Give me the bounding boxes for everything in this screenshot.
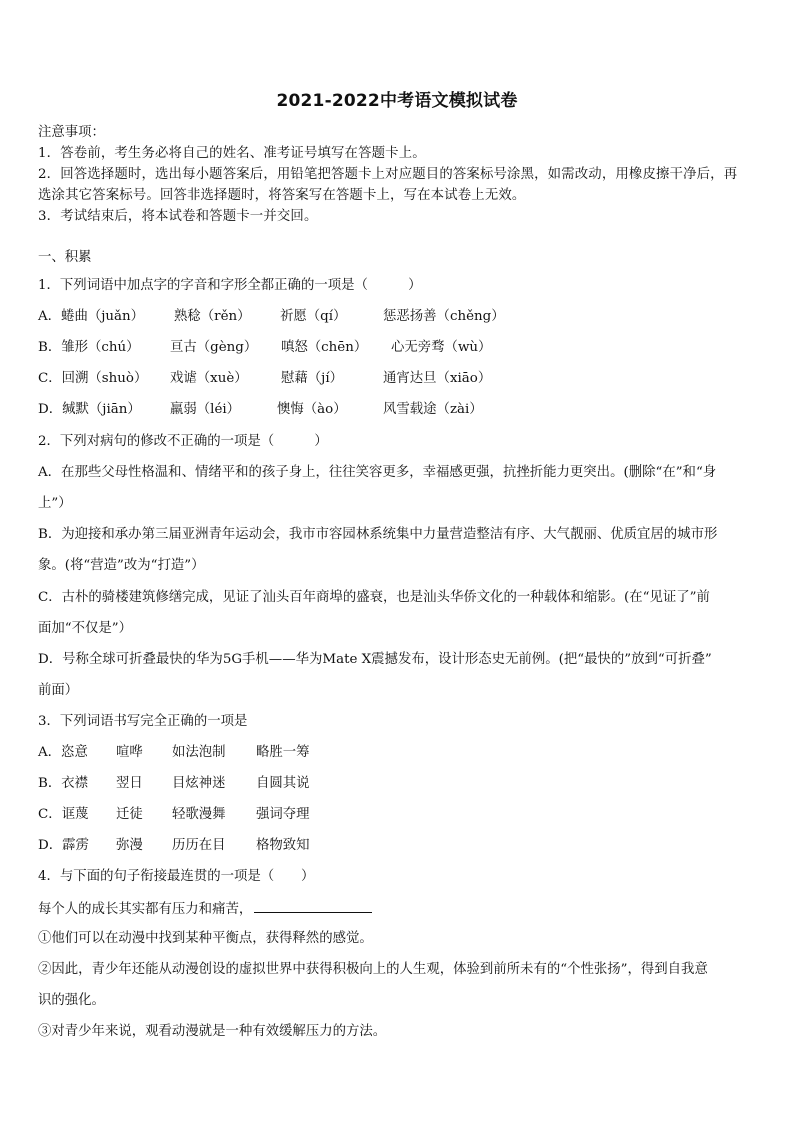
q4-given-text: 每个人的成长其实都有压力和痛苦， (38, 902, 253, 917)
notice-item-1: 1．答卷前，考生务必将自己的姓名、准考证号填写在答题卡上。 (38, 146, 426, 161)
q3-option-a-word-1: A．恣意 (38, 745, 88, 760)
page-title: 2021-2022中考语文模拟试卷 (276, 91, 518, 111)
notice-item-2-line-1: 2．回答选择题时，选出每小题答案后，用铅笔把答题卡上对应题目的答案标号涂黑，如需改动，用橡皮擦干净后，再 (38, 167, 738, 182)
q1-option-a-word-1: A．蜷曲（juǎn） (38, 309, 145, 324)
q2-option-a-line-1: A．在那些父母性格温和、情绪平和的孩子身上，往往笑容更多，幸福感更强，抗挫折能力更突出。(删除“在”和“身 (38, 465, 717, 480)
notice-item-2-line-2: 选涂其它答案标号。回答非选择题时，将答案写在答题卡上，写在本试卷上无效。 (38, 188, 526, 203)
q3-option-b-word-2: 翌日 (116, 776, 143, 791)
q4-given-sentence (38, 899, 760, 919)
q3-option-d-word-4: 格物致知 (256, 838, 310, 853)
q1-option-b-word-4: 心无旁骛（wù） (391, 340, 492, 355)
q3-option-a-word-4: 略胜一筹 (256, 745, 310, 760)
q3-option-c-word-4: 强词夺理 (256, 807, 310, 822)
q2-option-b-line-1: B．为迎接和承办第三届亚洲青年运动会，我市市容园林系统集中力量营造整洁有序、大气靓丽、优质宜居的城市形 (38, 527, 718, 542)
q2-option-a-line-2: 上”） (38, 496, 72, 511)
q4-sentence-2-line-1: ②因此，青少年还能从动漫创设的虚拟世界中获得积极向上的人生观，体验到前所未有的“个性张扬”，得到自我意 (38, 962, 708, 977)
q4-sentence-2-line-2: 识的强化。 (38, 993, 105, 1008)
q1-option-a-word-3: 祈愿（qí） (280, 309, 347, 324)
section-heading: 一、积累 (38, 250, 92, 265)
q1-option-a-word-4: 惩恶扬善（chěng） (383, 309, 505, 324)
q3-option-c-word-3: 轻歌漫舞 (172, 807, 226, 822)
q2-stem: 2．下列对病句的修改不正确的一项是（ ） (38, 434, 328, 449)
q3-option-b-word-4: 自圆其说 (256, 776, 310, 791)
q3-option-b-word-1: B．衣襟 (38, 776, 89, 791)
q3-option-c-word-2: 迁徒 (116, 807, 143, 822)
q3-option-c-word-1: C．诓蔑 (38, 807, 89, 822)
q2-option-c-line-2: 面加“不仅是”） (38, 621, 133, 636)
q2-option-d-line-1: D．号称全球可折叠最快的华为5G手机——华为Mate X震撼发布，设计形态史无前例。(把“最快的”放到“可折叠” (38, 652, 712, 667)
q3-option-d-word-2: 弥漫 (116, 838, 143, 853)
q2-option-b-line-2: 象。(将“营造”改为“打造”） (38, 558, 205, 573)
q1-option-b-word-3: 嗔怒（chēn） (281, 340, 368, 355)
q3-stem: 3．下列词语书写完全正确的一项是 (38, 714, 248, 729)
q4-stem: 4．与下面的句子衔接最连贯的一项是（ ） (38, 869, 315, 884)
notice-heading: 注意事项： (38, 125, 105, 140)
q2-option-d-line-2: 前面） (38, 683, 79, 698)
q4-sentence-3: ③对青少年来说，观看动漫就是一种有效缓解压力的方法。 (38, 1024, 387, 1039)
q1-option-d-word-1: D．缄默（jiān） (38, 402, 141, 417)
q1-option-b-word-2: 亘古（gèng） (170, 340, 258, 355)
q1-option-c-word-4: 通宵达旦（xiāo） (383, 371, 492, 386)
q3-option-d-word-1: D．霹雳 (38, 838, 89, 853)
q1-option-d-word-2: 羸弱（léi） (170, 402, 241, 417)
q3-option-a-word-3: 如法泡制 (172, 745, 226, 760)
q3-option-b-word-3: 目炫神迷 (172, 776, 226, 791)
q1-option-b-word-1: B．雏形（chú） (38, 340, 140, 355)
q1-option-c-word-1: C．回溯（shuò） (38, 371, 148, 386)
notice-item-3: 3．考试结束后，将本试卷和答题卡一并交回。 (38, 209, 318, 224)
q2-option-c-line-1: C．古朴的骑楼建筑修缮完成，见证了汕头百年商埠的盛衰，也是汕头华侨文化的一种载体和缩影。(在“见证了”前 (38, 590, 710, 605)
q1-option-d-word-4: 风雪载途（zài） (383, 402, 483, 417)
q1-option-c-word-2: 戏谑（xuè） (170, 371, 248, 386)
q4-sentence-1: ①他们可以在动漫中找到某种平衡点，获得释然的感觉。 (38, 931, 373, 946)
q1-option-c-word-3: 慰藉（jí） (281, 371, 343, 386)
answer-blank (254, 899, 372, 913)
q1-stem: 1．下列词语中加点字的字音和字形全都正确的一项是（ ） (38, 278, 422, 293)
q3-option-d-word-3: 历历在目 (172, 838, 226, 853)
q3-option-a-word-2: 喧哗 (116, 745, 143, 760)
q1-option-d-word-3: 懊悔（ào） (277, 402, 347, 417)
q1-option-a-word-2: 熟稔（rěn） (174, 309, 251, 324)
